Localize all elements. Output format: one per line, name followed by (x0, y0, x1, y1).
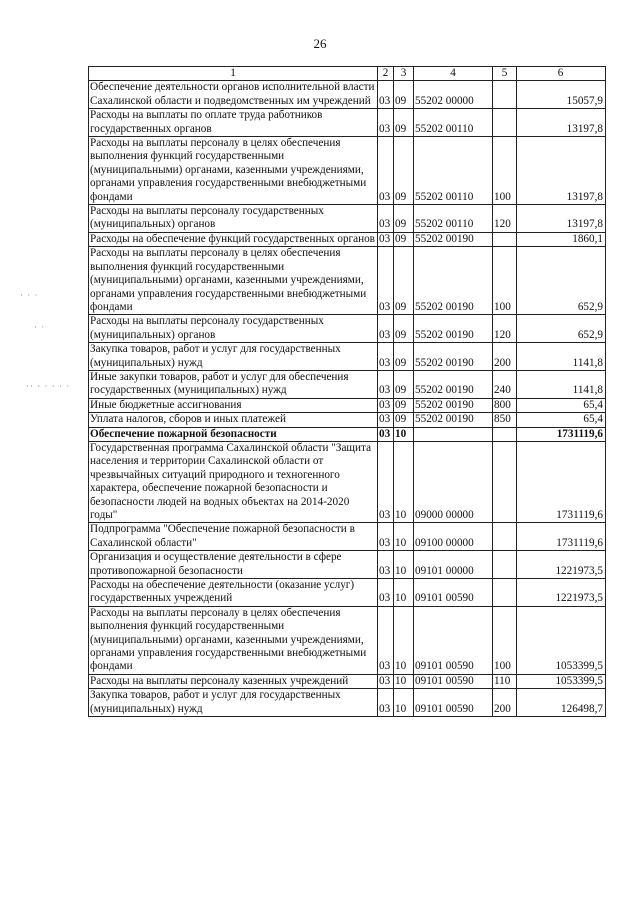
row-expense-type (493, 551, 517, 579)
row-target-code: 09000 00000 (414, 441, 493, 522)
row-target-code: 55202 00110 (414, 205, 493, 233)
table-body (89, 81, 606, 717)
table-row (89, 137, 606, 205)
row-name: Расходы на выплаты персоналу в целях обеспечения выполнения функций государственными (муниципальными) органами, казенными учреждениями, органами управления государственными внебюджетными фондами (89, 247, 378, 315)
row-subsection: 09 (394, 315, 414, 343)
row-subsection: 10 (394, 579, 414, 607)
row-amount: 1221973,5 (517, 551, 606, 579)
table-row (89, 551, 606, 579)
row-target-code: 55202 00190 (414, 232, 493, 246)
row-name: Расходы на выплаты персоналу государственных (муниципальных) органов (89, 205, 378, 233)
table-row (89, 689, 606, 717)
column-header: 2 (378, 67, 394, 81)
table-row (89, 315, 606, 343)
row-name: Расходы на обеспечение деятельности (оказание услуг) государственных учреждений (89, 579, 378, 607)
row-expense-type (493, 523, 517, 551)
row-subsection: 10 (394, 674, 414, 688)
row-amount: 652,9 (517, 315, 606, 343)
row-section: 03 (378, 247, 394, 315)
row-expense-type: 100 (493, 137, 517, 205)
row-expense-type: 120 (493, 315, 517, 343)
column-header: 4 (414, 67, 493, 81)
table-header-row (89, 67, 606, 81)
row-section: 03 (378, 441, 394, 522)
row-target-code: 55202 00110 (414, 137, 493, 205)
row-amount: 65,4 (517, 413, 606, 427)
budget-table (88, 66, 606, 717)
row-target-code: 55202 00190 (414, 247, 493, 315)
row-amount: 1141,8 (517, 343, 606, 371)
row-amount: 1053399,5 (517, 606, 606, 674)
table-row (89, 247, 606, 315)
row-expense-type (493, 441, 517, 522)
row-amount: 1731119,6 (517, 427, 606, 441)
row-section: 03 (378, 551, 394, 579)
row-name: Расходы на выплаты персоналу в целях обеспечения выполнения функций государственными (муниципальными) органами, казенными учреждениями, органами управления государственными внебюджетными фондами (89, 606, 378, 674)
table-row (89, 674, 606, 688)
row-subsection: 09 (394, 370, 414, 398)
row-name: Расходы на обеспечение функций государственных органов (89, 232, 378, 246)
row-amount: 65,4 (517, 398, 606, 412)
row-name: Обеспечение деятельности органов исполнительной власти Сахалинской области и подведомственных им учреждений (89, 81, 378, 109)
row-amount: 15057,9 (517, 81, 606, 109)
row-section: 03 (378, 343, 394, 371)
row-target-code: 09101 00590 (414, 579, 493, 607)
row-name: Расходы на выплаты персоналу государственных (муниципальных) органов (89, 315, 378, 343)
column-header: 6 (517, 67, 606, 81)
row-subsection: 09 (394, 232, 414, 246)
row-section: 03 (378, 205, 394, 233)
row-name: Организация и осуществление деятельности в сфере противопожарной безопасности (89, 551, 378, 579)
row-subsection: 09 (394, 413, 414, 427)
row-target-code: 55202 00190 (414, 413, 493, 427)
row-subsection: 10 (394, 689, 414, 717)
row-amount: 13197,8 (517, 109, 606, 137)
row-target-code: 09101 00590 (414, 606, 493, 674)
row-amount: 13197,8 (517, 205, 606, 233)
row-expense-type (493, 427, 517, 441)
row-amount: 1731119,6 (517, 523, 606, 551)
row-expense-type: 100 (493, 247, 517, 315)
row-expense-type: 240 (493, 370, 517, 398)
row-expense-type: 120 (493, 205, 517, 233)
row-amount: 1731119,6 (517, 441, 606, 522)
table-row (89, 523, 606, 551)
row-name: Иные закупки товаров, работ и услуг для обеспечения государственных (муниципальных) нужд (89, 370, 378, 398)
row-section: 03 (378, 523, 394, 551)
row-name: Иные бюджетные ассигнования (89, 398, 378, 412)
row-name: Обеспечение пожарной безопасности (89, 427, 378, 441)
row-target-code: 09101 00590 (414, 674, 493, 688)
row-target-code: 55202 00190 (414, 370, 493, 398)
table-row (89, 413, 606, 427)
row-subsection: 09 (394, 137, 414, 205)
row-name: Уплата налогов, сборов и иных платежей (89, 413, 378, 427)
row-expense-type: 200 (493, 689, 517, 717)
row-name: Подпрограмма "Обеспечение пожарной безопасности в Сахалинской области" (89, 523, 378, 551)
row-name: Закупка товаров, работ и услуг для государственных (муниципальных) нужд (89, 343, 378, 371)
row-subsection: 10 (394, 523, 414, 551)
table-row (89, 81, 606, 109)
row-amount: 1221973,5 (517, 579, 606, 607)
column-header: 1 (89, 67, 378, 81)
row-section: 03 (378, 689, 394, 717)
row-section: 03 (378, 370, 394, 398)
row-expense-type (493, 109, 517, 137)
row-target-code: 09101 00590 (414, 689, 493, 717)
row-amount: 652,9 (517, 247, 606, 315)
row-target-code: 55202 00190 (414, 398, 493, 412)
row-subsection: 09 (394, 398, 414, 412)
table-row (89, 370, 606, 398)
row-amount: 1053399,5 (517, 674, 606, 688)
row-name: Государственная программа Сахалинской области "Защита населения и территории Сахалинской области от чрезвычайных ситуаций природного и техногенного характера, обеспечение пожарной безопасности и безопасности людей на водных объектах на 2014-2020 годы" (89, 441, 378, 522)
table-row (89, 205, 606, 233)
row-target-code: 55202 00190 (414, 315, 493, 343)
row-subsection: 09 (394, 81, 414, 109)
row-subsection: 10 (394, 427, 414, 441)
row-subsection: 09 (394, 343, 414, 371)
column-header: 5 (493, 67, 517, 81)
row-expense-type: 800 (493, 398, 517, 412)
row-section: 03 (378, 674, 394, 688)
row-section: 03 (378, 81, 394, 109)
row-expense-type: 200 (493, 343, 517, 371)
row-amount: 13197,8 (517, 137, 606, 205)
row-name: Расходы на выплаты персоналу в целях обеспечения выполнения функций государственными (муниципальными) органами, казенными учреждениями, органами управления государственными внебюджетными фондами (89, 137, 378, 205)
row-subsection: 10 (394, 606, 414, 674)
row-subsection: 09 (394, 205, 414, 233)
row-section: 03 (378, 413, 394, 427)
row-section: 03 (378, 137, 394, 205)
table-row (89, 606, 606, 674)
row-name: Расходы на выплаты по оплате труда работников государственных органов (89, 109, 378, 137)
row-subsection: 10 (394, 441, 414, 522)
row-section: 03 (378, 427, 394, 441)
row-name: Закупка товаров, работ и услуг для государственных (муниципальных) нужд (89, 689, 378, 717)
row-amount: 126498,7 (517, 689, 606, 717)
row-section: 03 (378, 109, 394, 137)
row-subsection: 09 (394, 109, 414, 137)
row-amount: 1860,1 (517, 232, 606, 246)
row-subsection: 10 (394, 551, 414, 579)
row-target-code: 55202 00110 (414, 109, 493, 137)
table-row (89, 398, 606, 412)
column-header: 3 (394, 67, 414, 81)
row-section: 03 (378, 315, 394, 343)
row-expense-type (493, 232, 517, 246)
row-target-code: 55202 00000 (414, 81, 493, 109)
row-subsection: 09 (394, 247, 414, 315)
table-row (89, 343, 606, 371)
row-section: 03 (378, 232, 394, 246)
row-target-code (414, 427, 493, 441)
row-expense-type: 100 (493, 606, 517, 674)
table-row (89, 232, 606, 246)
table-row (89, 427, 606, 441)
row-expense-type: 110 (493, 674, 517, 688)
table-row (89, 441, 606, 522)
row-target-code: 09101 00000 (414, 551, 493, 579)
page-number: 26 (313, 36, 327, 51)
scan-artifact: · · (34, 322, 46, 332)
row-section: 03 (378, 579, 394, 607)
row-expense-type: 850 (493, 413, 517, 427)
scan-artifact: · · · (20, 290, 39, 300)
row-target-code: 55202 00190 (414, 343, 493, 371)
row-name: Расходы на выплаты персоналу казенных учреждений (89, 674, 378, 688)
table-row (89, 109, 606, 137)
row-amount: 1141,8 (517, 370, 606, 398)
row-expense-type (493, 579, 517, 607)
table-row (89, 579, 606, 607)
row-expense-type (493, 81, 517, 109)
row-target-code: 09100 00000 (414, 523, 493, 551)
scan-artifact: ·· · · · · · (26, 381, 71, 391)
row-section: 03 (378, 398, 394, 412)
row-section: 03 (378, 606, 394, 674)
